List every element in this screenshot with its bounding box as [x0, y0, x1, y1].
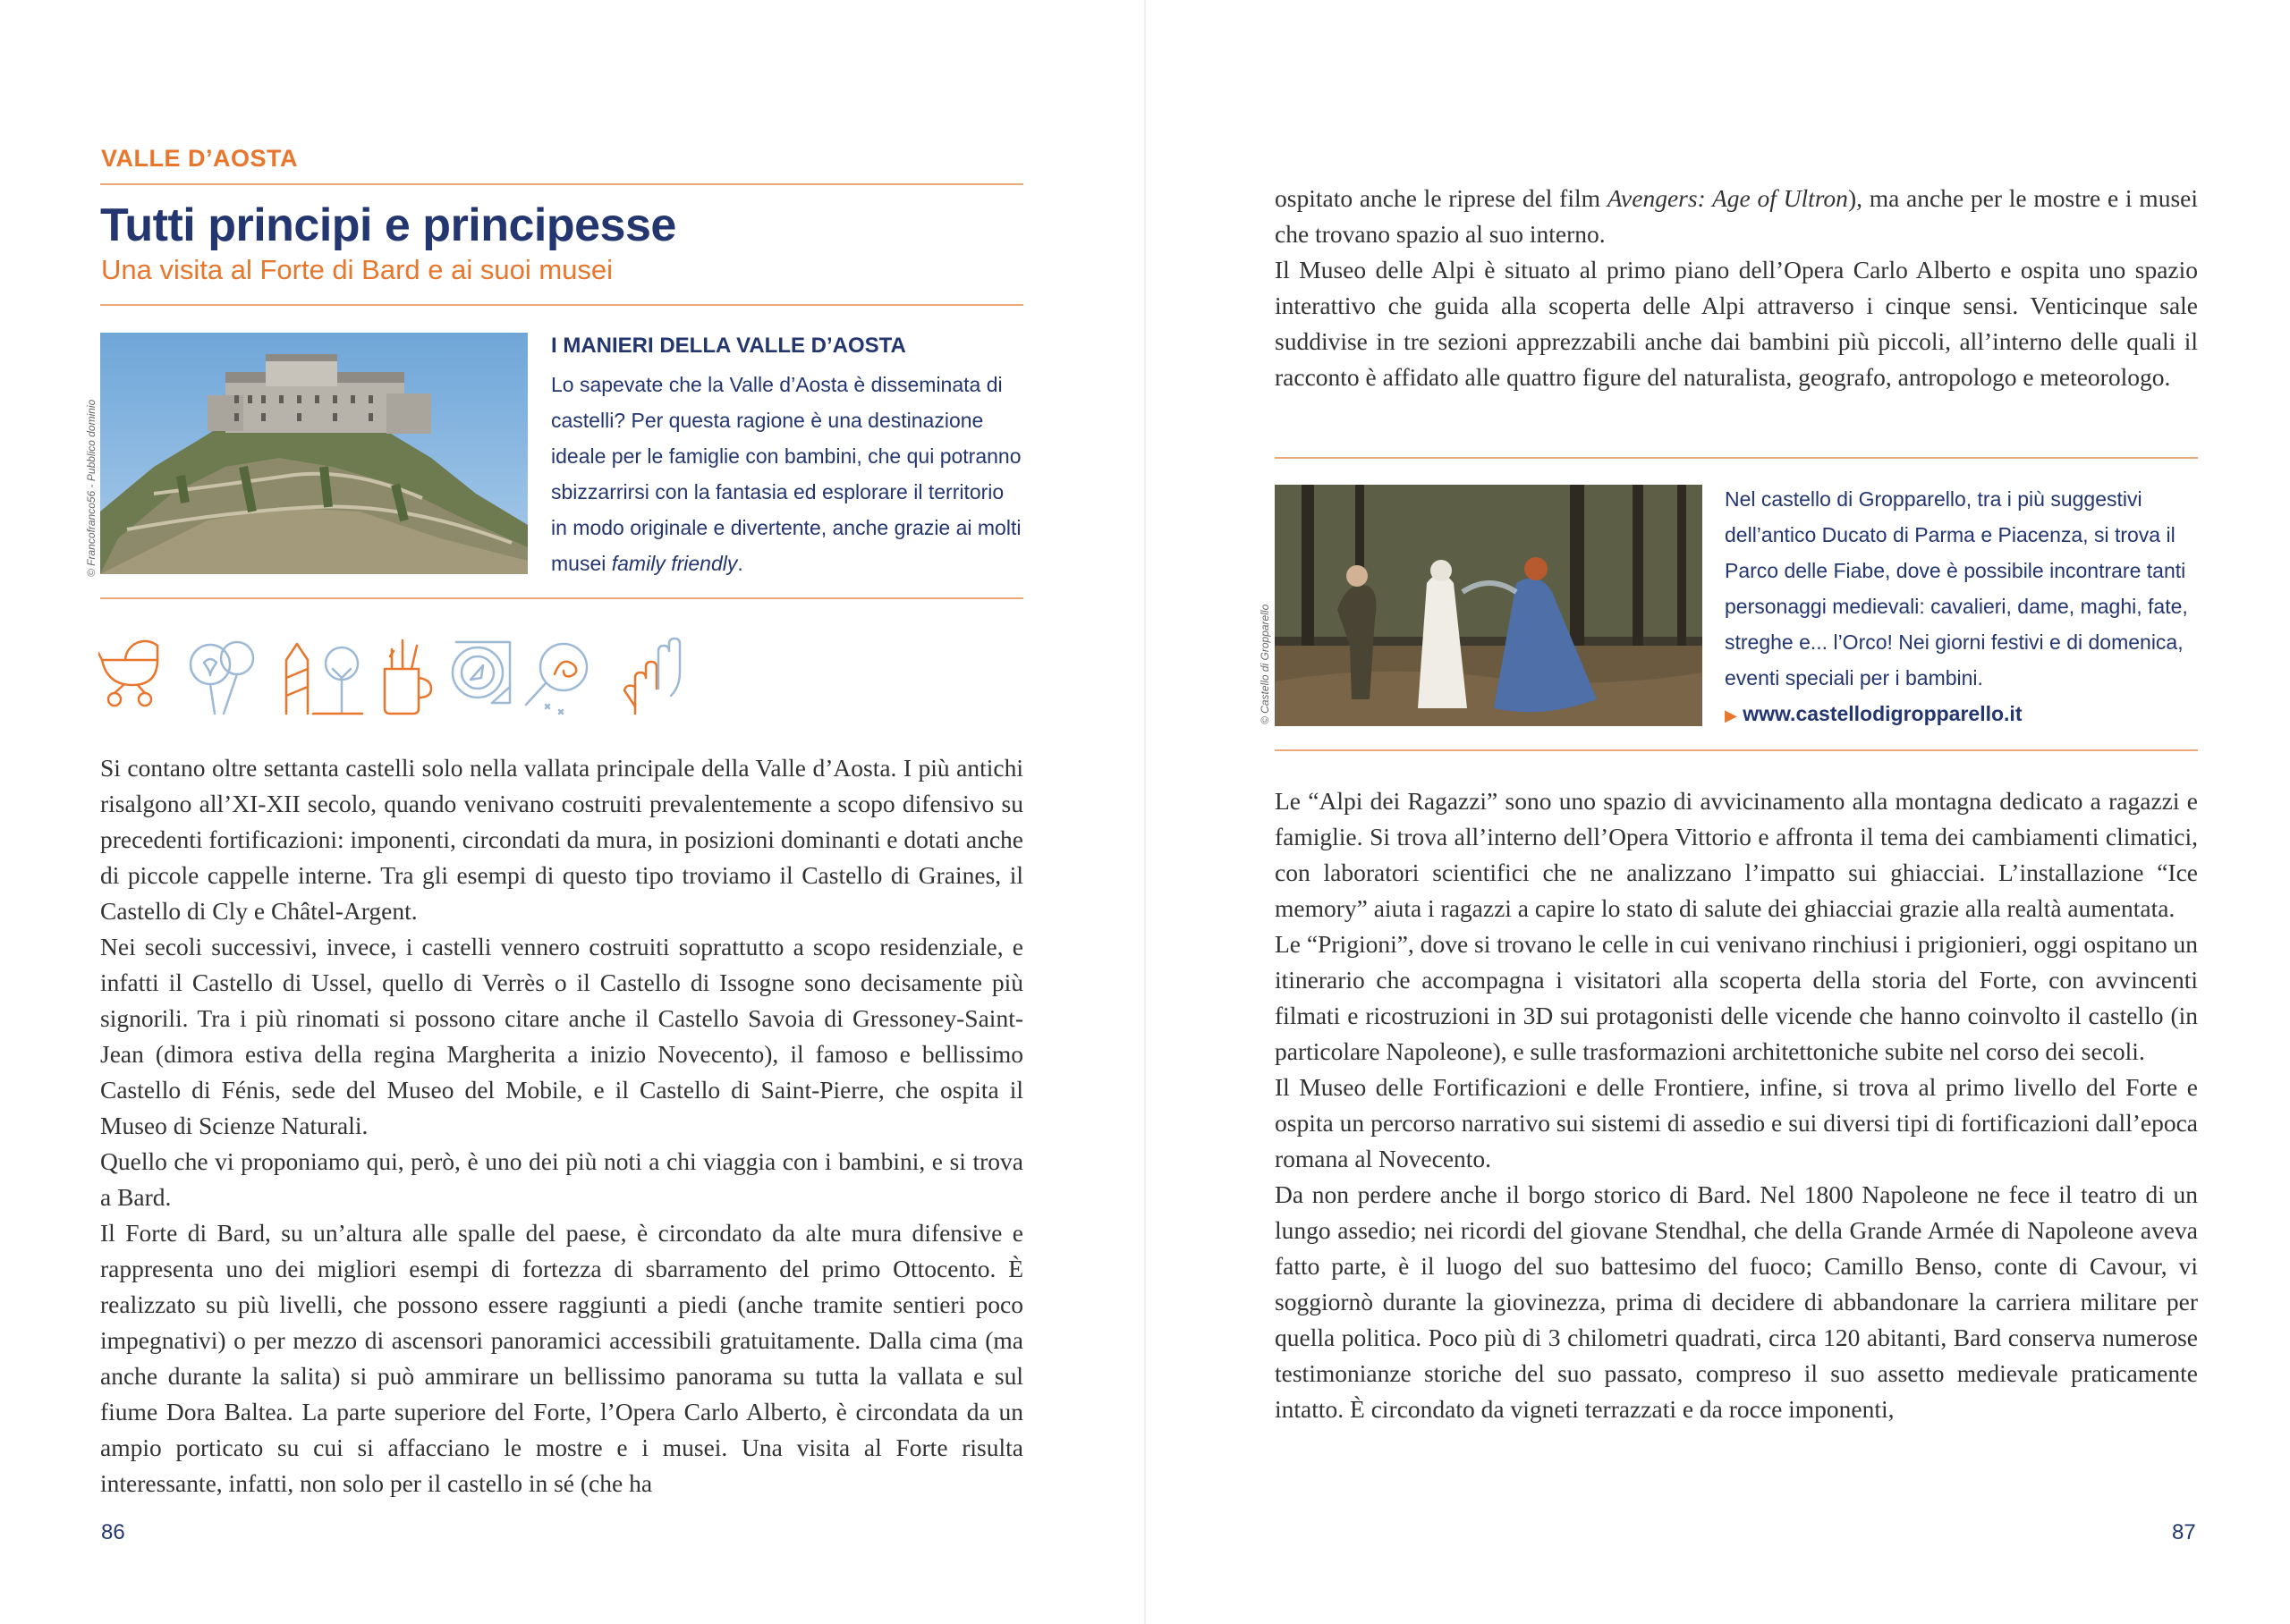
paragraph: Nei secoli successivi, invece, i castelli vennero costruiti soprattutto a scopo residenziale, e infatti il Castello di Ussel, quello di Verrès o il Castello di Issogne sono decisamente più signorili. Tra i più rinomati si possono citare anche il Castello Savoia di Gressoney-Saint-Jean (dimora estiva della regina Margherita a inizio Novecento), il famoso e bellissimo Castello di Fénis, sede del Museo del Mobile, e il Castello di Saint-Pierre, che ospita il Museo di Scienze Naturali. — [100, 933, 1023, 1139]
box-title: I MANIERI DELLA VALLE D’AOSTA — [551, 334, 906, 358]
website-link[interactable]: www.castellodigropparello.it — [1743, 702, 2023, 725]
magnifier-snail-icon — [526, 644, 587, 714]
paragraph: Il Forte di Bard, su un’altura alle spalle del paese, è circondato da alte mura difensive e rappresenta uno dei migliori esempi di fortezza di sbarramento del primo Ottocento. È realizzato su più livelli, che possono essere raggiunti a piedi (anche tramite sentieri poco impegnativi) o per mezzo di ascensori panoramici accessibili gratuitamente. Dalla cima (ma anche durante la salita) si può ammirare un bellissimo panorama su tutta la vallata e sul fiume Dora Baltea. La parte superiore del Forte, l’Opera Carlo Alberto, è circondata da un ampio porticato su cui si affacciano le mostre e i musei. Una visita al Forte risulta interessante, infatti, non solo per il castello in sé (che ha — [100, 1219, 1023, 1497]
fort-bard-photo — [100, 333, 528, 574]
box-text: Lo sapevate che la Valle d’Aosta è disseminata di castelli? Per questa ragione è una destinazione ideale per le famiglie con bambini, che qui potranno sbizzarrirsi con la fantasia ed esplorare il territorio in modo originale e divertente, anche grazie ai molti musei family friendly. — [551, 373, 1022, 575]
paragraph: Quello che vi proponiamo qui, però, è uno dei più noti a chi viaggia con i bambini, e si trova a Bard. — [100, 1147, 1023, 1211]
link-arrow-icon: ▶ — [1725, 706, 1737, 724]
paragraph: ospitato anche le riprese del film Avengers: Age of Ultron), ma anche per le mostre e i musei che trovano spazio al suo interno. — [1275, 184, 2198, 248]
photo-credit: © Castello di Gropparello — [1259, 604, 1271, 724]
title-rule — [100, 304, 1023, 306]
right-body-text — [1275, 783, 2198, 1427]
paragraph: Da non perdere anche il borgo storico di Bard. Nel 1800 Napoleone ne fece il teatro di un lungo assedio; nei ricordi del giovane Stendhal, che della Grande Armée di Napoleone aveva fatto parte, è il luogo del suo battesimo del fuoco; Camillo Benso, conte di Cavour, vi soggiornò durante la giovinezza, prima di decidere di abbandonare la carriera militare per quella politica. Poco più di 3 chilometri quadrati, circa 120 abitanti, Bard conserva numerose testimonianze storiche del suo passato, compreso il suo assetto medievale praticamente intatto. È circondato da vigneti terrazzati e da rocce imponenti, — [1275, 1180, 2198, 1423]
right-intro-text — [1275, 181, 2198, 395]
photo-credit: © Francofranco56 - Pubblico dominio — [85, 399, 98, 577]
icon-row — [98, 633, 698, 715]
right-page — [1145, 0, 2290, 1624]
box-rule-top — [1275, 457, 2198, 459]
paragraph: Le “Alpi dei Ragazzi” sono uno spazio di avvicinamento alla montagna dedicato a ragazzi e famiglie. Si trova all’interno dell’Opera Vittorio e affronta il tema dei cambiamenti climatici, con laboratori scientifici che ne analizzano l’impatto sui ghiacciai. L’installazione “Ice memory” aiuta i ragazzi a capire lo stato di salute dei ghiacciai grazie alla realtà aumentata. — [1275, 787, 2198, 922]
hands-icon — [624, 639, 680, 714]
stroller-icon — [98, 641, 157, 706]
page-subtitle: Una visita al Forte di Bard e ai suoi musei — [101, 254, 614, 285]
tower-tree-icon — [286, 644, 362, 714]
gropparello-photo — [1275, 485, 1702, 726]
paragraph: Le “Prigioni”, dove si trovano le celle in cui venivano rinchiusi i prigionieri, oggi ospitano un itinerario che accompagna i visitatori alla scoperta della storia del Forte, con avvincenti filmati e ricostruzioni in 3D sui protagonisti delle vicende che hanno coinvolto il castello (in particolare Napoleone), e sulle trasformazioni architettoniche subite nel corso dei secoli. — [1275, 930, 2198, 1065]
page-number: 87 — [2172, 1520, 2196, 1544]
box-rule-bottom — [1275, 749, 2198, 751]
left-body-text — [100, 750, 1023, 1501]
page-title: Tutti principi e principesse — [100, 199, 676, 251]
balloons-icon — [191, 642, 253, 714]
box-text: Nel castello di Gropparello, tra i più suggestivi dell’antico Ducato di Parma e Piacenza, si trova il Parco delle Fiabe, dove è possibile incontrare tanti personaggi medievali: cavalieri, dame, maghi, fate, streghe e... l’Orco! Nei giorni festivi e di domenica, eventi speciali per i bambini. ▶ www.castellodigropparello.it — [1725, 487, 2188, 725]
craft-cup-icon — [385, 640, 431, 714]
paragraph: Il Museo delle Fortificazioni e delle Frontiere, infine, si trova al primo livello del Forte e ospita un percorso narrativo sui sistemi di assedio e sui diversi tipi di fortificazioni dall’epoca romana al Novecento. — [1275, 1073, 2198, 1172]
compass-map-icon — [453, 642, 510, 703]
section-rule — [100, 183, 1023, 185]
box-rule — [100, 597, 1023, 599]
page-number: 86 — [101, 1520, 125, 1544]
section-label: VALLE D’AOSTA — [101, 145, 298, 172]
paragraph: Si contano oltre settanta castelli solo nella vallata principale della Valle d’Aosta. I più antichi risalgono all’XI-XII secolo, quando venivano costruiti prevalentemente a scopo difensivo su precedenti fortificazioni: imponenti, circondati da mura, in posizioni dominanti e dotati anche di piccole cappelle interne. Tra gli esempi di questo tipo troviamo il Castello di Graines, il Castello di Cly e Châtel-Argent. — [100, 754, 1023, 925]
paragraph: Il Museo delle Alpi è situato al primo piano dell’Opera Carlo Alberto e ospita uno spazio interattivo che guida alla scoperta delle Alpi attraverso i cinque sensi. Venticinque sale suddivise in tre sezioni apprezzabili anche dai bambini più piccoli, all’interno delle quali il racconto è affidato alle quattro figure del naturalista, geografo, antropologo e meteorologo. — [1275, 256, 2198, 391]
